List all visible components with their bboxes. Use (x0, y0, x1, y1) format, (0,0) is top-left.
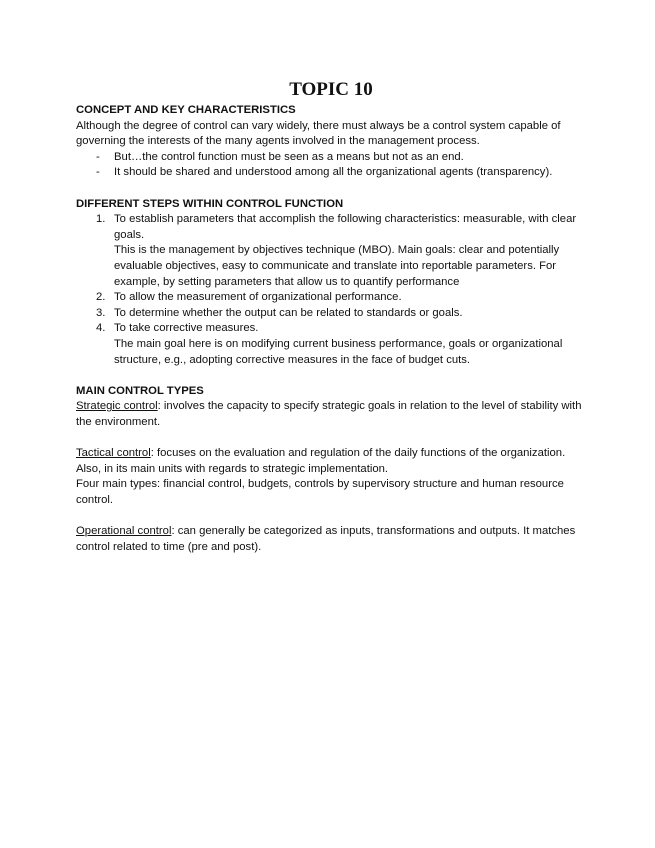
list-item (76, 165, 586, 181)
bullet-text: But…the control function must be seen as a means but not as an end. (114, 150, 464, 163)
step-text: To allow the measurement of organizational performance. (114, 291, 402, 304)
list-item (76, 306, 586, 322)
spacer (76, 430, 586, 446)
strategic-control-term: Strategic control (76, 400, 158, 413)
dash-marker: - (96, 150, 100, 163)
tactical-control-types-paragraph: Four main types: financial control, budgets, controls by supervisory structure and human resource control. (76, 478, 564, 506)
step-note: The main goal here is on modifying current business performance, goals or organizational structure, e.g., adopting corrective measures in the face of budget cuts. (114, 337, 563, 366)
dash-marker: - (96, 166, 100, 179)
step-number: 3. (96, 306, 106, 319)
tactical-control-term: Tactical control (76, 447, 151, 460)
section-heading-control-types: MAIN CONTROL TYPES (76, 384, 204, 397)
step-text: To take corrective measures. (114, 322, 259, 335)
spacer (76, 508, 586, 524)
spacer (76, 368, 586, 384)
concept-intro-paragraph: Although the degree of control can vary widely, there must always be a control system capable of governing the interests of the many agents involved in the management process. (76, 119, 561, 148)
operational-control-term: Operational control (76, 525, 172, 538)
operational-control-paragraph (76, 524, 586, 555)
steps-list (76, 212, 586, 368)
list-item (76, 321, 586, 368)
step-note: This is the management by objectives technique (MBO). Main goals: clear and potentially evaluable objectives, easy to communicate and translate into reportable parameters. For example, by setting parameters that allow us to quantify performance (114, 244, 560, 288)
list-item (76, 212, 586, 290)
section-heading-concept: CONCEPT AND KEY CHARACTERISTICS (76, 104, 296, 116)
page-title: TOPIC 10 (289, 79, 373, 100)
tactical-control-paragraph (76, 446, 586, 477)
step-number: 2. (96, 291, 106, 304)
strategic-control-text: : involves the capacity to specify strategic goals in relation to the level of stability with the environment. (76, 400, 582, 428)
tactical-control-text: : focuses on the evaluation and regulation of the daily functions of the organization. Also, in its main units with regards to strategic implementation. (76, 447, 566, 475)
list-item (76, 290, 586, 306)
step-number: 4. (96, 322, 106, 335)
step-text: To establish parameters that accomplish the following characteristics: measurable, with clear goals. (114, 213, 577, 241)
section-heading-steps: DIFFERENT STEPS WITHIN CONTROL FUNCTION (76, 197, 344, 210)
step-number: 1. (96, 213, 106, 226)
bullet-text: It should be shared and understood among all the organizational agents (transparency). (114, 166, 553, 179)
document-page (76, 78, 586, 555)
spacer (76, 181, 586, 197)
step-text: To determine whether the output can be related to standards or goals. (114, 306, 463, 319)
list-item (76, 150, 586, 166)
operational-control-text: : can generally be categorized as inputs, transformations and outputs. It matches control related to time (pre and post). (76, 525, 576, 553)
strategic-control-paragraph (76, 399, 586, 430)
concept-bullet-list (76, 150, 586, 181)
